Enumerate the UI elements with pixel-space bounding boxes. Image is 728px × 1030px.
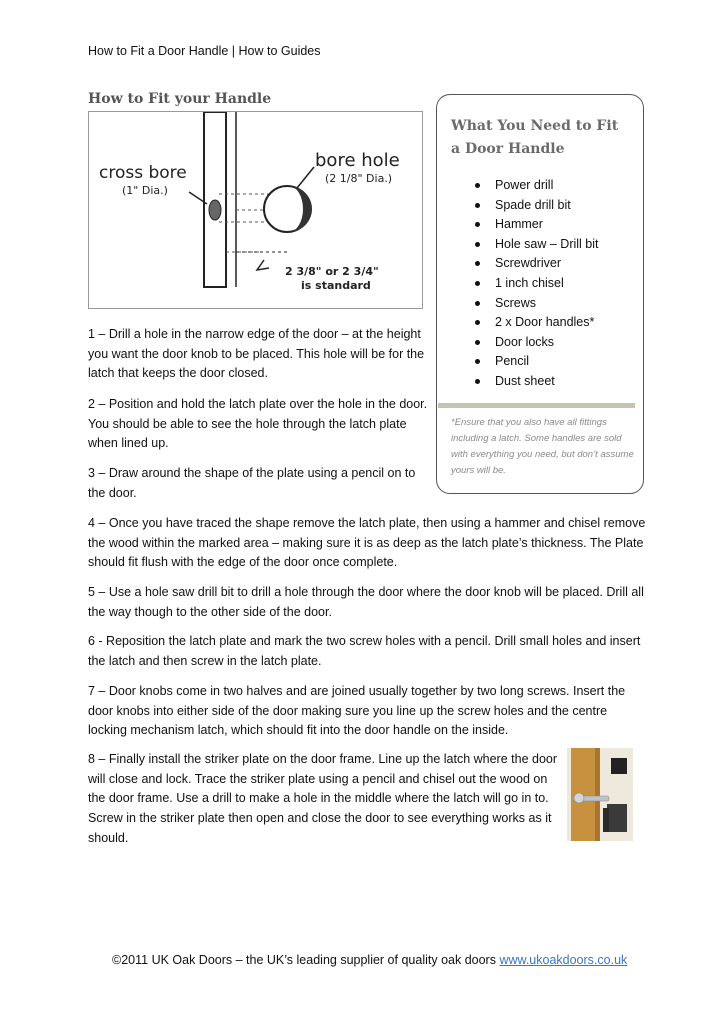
list-item: Door locks bbox=[451, 333, 599, 353]
requirements-list bbox=[451, 176, 599, 392]
bullet-icon bbox=[475, 379, 480, 384]
list-item: Dust sheet bbox=[451, 372, 599, 392]
backset-arrow bbox=[257, 260, 269, 270]
standard-label-line2: is standard bbox=[301, 279, 371, 292]
footer-link[interactable]: www.ukoakdoors.co.uk bbox=[499, 953, 628, 967]
cross-bore-dia-label: (1" Dia.) bbox=[122, 184, 168, 197]
requirements-sidebar bbox=[436, 94, 644, 494]
step-1: 1 – Drill a hole in the narrow edge of the door – at the height you want the door knob to be placed. This hole will be for the latch that keeps the door closed. bbox=[88, 327, 425, 381]
bullet-icon bbox=[475, 203, 480, 208]
standard-label-line1: 2 3/8" or 2 3/4" bbox=[285, 265, 379, 278]
sidebar-note: *Ensure that you also have all fittings including a latch. Some handles are sold with everything you need, but don’t assume yours will be. bbox=[451, 417, 634, 476]
list-item: Hole saw – Drill bit bbox=[451, 235, 599, 255]
page-footer bbox=[112, 953, 627, 967]
list-item: Spade drill bit bbox=[451, 196, 599, 216]
cross-bore-hole bbox=[209, 200, 221, 220]
cross-bore-label: cross bore bbox=[99, 163, 187, 183]
bullet-icon bbox=[475, 320, 480, 325]
list-item: Screws bbox=[451, 294, 599, 314]
list-item: Pencil bbox=[451, 352, 599, 372]
bullet-icon bbox=[475, 222, 480, 227]
footer-text: ©2011 UK Oak Doors – the UK’s leading supplier of quality oak doors bbox=[112, 953, 500, 967]
bore-hole-dia-label: (2 1/8" Dia.) bbox=[325, 172, 393, 185]
page-header: How to Fit a Door Handle | How to Guides bbox=[88, 44, 321, 58]
bullet-icon bbox=[475, 359, 480, 364]
step-3: 3 – Draw around the shape of the plate using a pencil on to the door. bbox=[88, 466, 416, 500]
step-8: 8 – Finally install the striker plate on the door frame. Line up the latch where the door will close and lock. Trace the striker plate using a pencil and chisel out the wood on the door frame. Use a drill to make a hole in the middle where the latch will go in to. Screw in the striker plate then open and close the door to see everything works as it should. bbox=[88, 752, 558, 845]
list-item: Power drill bbox=[451, 176, 599, 196]
bullet-icon bbox=[475, 183, 480, 188]
door-handle-photo-art bbox=[567, 748, 633, 841]
step-5: 5 – Use a hole saw drill bit to drill a hole through the door where the door knob will be placed. Drill all the way though to the other side of the door. bbox=[88, 585, 644, 619]
list-item: 1 inch chisel bbox=[451, 274, 599, 294]
sidebar-title: What You Need to Fit a Door Handle bbox=[451, 118, 619, 157]
bullet-icon bbox=[475, 340, 480, 345]
bullet-icon bbox=[475, 261, 480, 266]
step-7: 7 – Door knobs come in two halves and are joined usually together by two long screws. Insert the door knobs into either side of the door making sure you line up the screw holes and the centre locking mechanism latch, which should fit into the door handle on the inside. bbox=[88, 684, 626, 738]
bullet-icon bbox=[475, 242, 480, 247]
step-2: 2 – Position and hold the latch plate over the hole in the door. You should be able to see the hole through the latch plate when lined up. bbox=[88, 397, 428, 451]
list-item: Screwdriver bbox=[451, 254, 599, 274]
page-title: How to Fit your Handle bbox=[88, 91, 272, 107]
list-item: Hammer bbox=[451, 215, 599, 235]
bore-diagram-figure bbox=[89, 112, 422, 308]
bore-hole-pointer bbox=[297, 167, 314, 188]
bullet-icon bbox=[475, 301, 480, 306]
list-item: 2 x Door handles* bbox=[451, 313, 599, 333]
door-handle-photo bbox=[567, 748, 633, 841]
step-6: 6 - Reposition the latch plate and mark the two screw holes with a pencil. Drill small holes and insert the latch and then screw in the latch plate. bbox=[88, 634, 641, 668]
sidebar-divider bbox=[438, 403, 635, 408]
bore-hole-label: bore hole bbox=[315, 150, 400, 171]
step-4: 4 – Once you have traced the shape remove the latch plate, then using a hammer and chisel remove the wood within the marked area – making sure it is as deep as the latch plate’s thickness. The Plate should fit flush with the edge of the door once complete. bbox=[88, 516, 646, 570]
bore-diagram bbox=[88, 111, 423, 309]
bullet-icon bbox=[475, 281, 480, 286]
